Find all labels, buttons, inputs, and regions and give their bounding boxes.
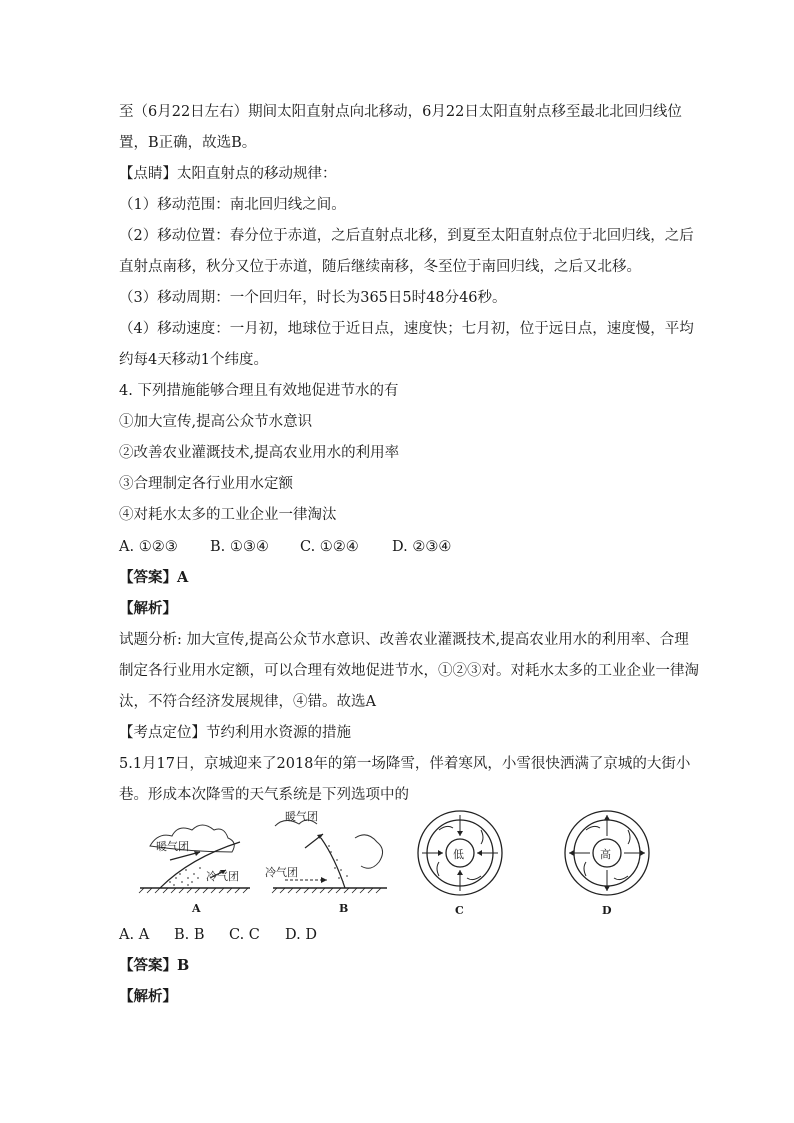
option-3: ③合理制定各行业用水定额 [119, 476, 293, 492]
figure-d [562, 808, 652, 918]
highlight-heading: 【点睛】太阳直射点的移动规律： [119, 166, 337, 182]
figure-b-label: B [339, 902, 349, 915]
figure-c [415, 808, 505, 918]
choice-c: C. C [229, 927, 260, 943]
analysis-heading-5: 【解析】 [119, 988, 177, 1005]
question-5-cont: 巷。形成本次降雪的天气系统是下列选项中的 [119, 787, 409, 803]
low-pressure-label: 低 [453, 848, 464, 861]
text-line: （3）移动周期：一个回归年，时长为365日5时48分46秒。 [119, 290, 507, 306]
analysis-line: 试题分析: 加大宣传,提高公众节水意识、改善农业灌溉技术,提高农业用水的利用率、合理 [119, 632, 689, 648]
text-line: 置，B正确，故选B。 [119, 135, 257, 151]
option-1: ①加大宣传,提高公众节水意识 [119, 414, 313, 430]
choice-a: A. A [119, 927, 150, 943]
warm-air-label: 暖气团 [285, 810, 318, 823]
figure-d-label: D [602, 904, 612, 917]
option-4: ④对耗水太多的工业企业一律淘汰 [119, 507, 337, 523]
figure-c-label: C [455, 904, 464, 917]
cold-air-label: 冷气团 [265, 866, 298, 879]
analysis-line: 制定各行业用水定额，可以合理有效地促进节水，①②③对。对耗水太多的工业企业一律淘 [119, 663, 699, 679]
text-line: （2）移动位置：春分位于赤道，之后直射点北移，到夏至太阳直射点位于北回归线，之后 [119, 228, 694, 244]
figure-a-label: A [192, 902, 201, 915]
question-5: 5.1月17日，京城迎来了2018年的第一场降雪，伴着寒风，小雪很快洒满了京城的大街小 [119, 756, 691, 772]
knowledge-point: 【考点定位】节约利用水资源的措施 [119, 725, 351, 741]
answer-5: 【答案】B [119, 957, 190, 974]
question-5-choices [119, 925, 317, 945]
figure-b [265, 808, 395, 918]
text-line: 至（6月22日左右）期间太阳直射点向北移动，6月22日太阳直射点移至最北北回归线位 [119, 104, 682, 120]
analysis-line: 汰，不符合经济发展规律，④错。故选A [119, 694, 376, 710]
warm-front-diagram [130, 808, 260, 903]
choice-b: B. B [174, 927, 205, 943]
choice-d: D. D [285, 927, 317, 943]
text-line: 直射点南移，秋分又位于赤道，随后继续南移，冬至位于南回归线，之后又北移。 [119, 259, 641, 275]
option-2: ②改善农业灌溉技术,提高农业用水的利用率 [119, 445, 400, 461]
cold-air-label: 冷气团 [206, 870, 239, 883]
choice-a: A. ①②③ [119, 539, 178, 555]
question-4-choices [119, 537, 451, 557]
text-line: （4）移动速度：一月初，地球位于近日点，速度快；七月初，位于远日点，速度慢，平均 [119, 321, 694, 337]
choice-c: C. ①②④ [300, 539, 359, 555]
choice-d: D. ②③④ [392, 539, 452, 555]
analysis-heading-4: 【解析】 [119, 600, 177, 617]
warm-air-label: 暖气团 [156, 840, 189, 853]
figure-a [130, 808, 260, 918]
text-line: （1）移动范围：南北回归线之间。 [119, 197, 346, 213]
choice-b: B. ①③④ [210, 539, 269, 555]
weather-system-figures [130, 808, 670, 918]
text-line: 约每4天移动1个纬度。 [119, 352, 268, 368]
answer-4: 【答案】A [119, 569, 189, 586]
question-4: 4. 下列措施能够合理且有效地促进节水的有 [119, 383, 399, 399]
high-pressure-label: 高 [600, 848, 611, 861]
